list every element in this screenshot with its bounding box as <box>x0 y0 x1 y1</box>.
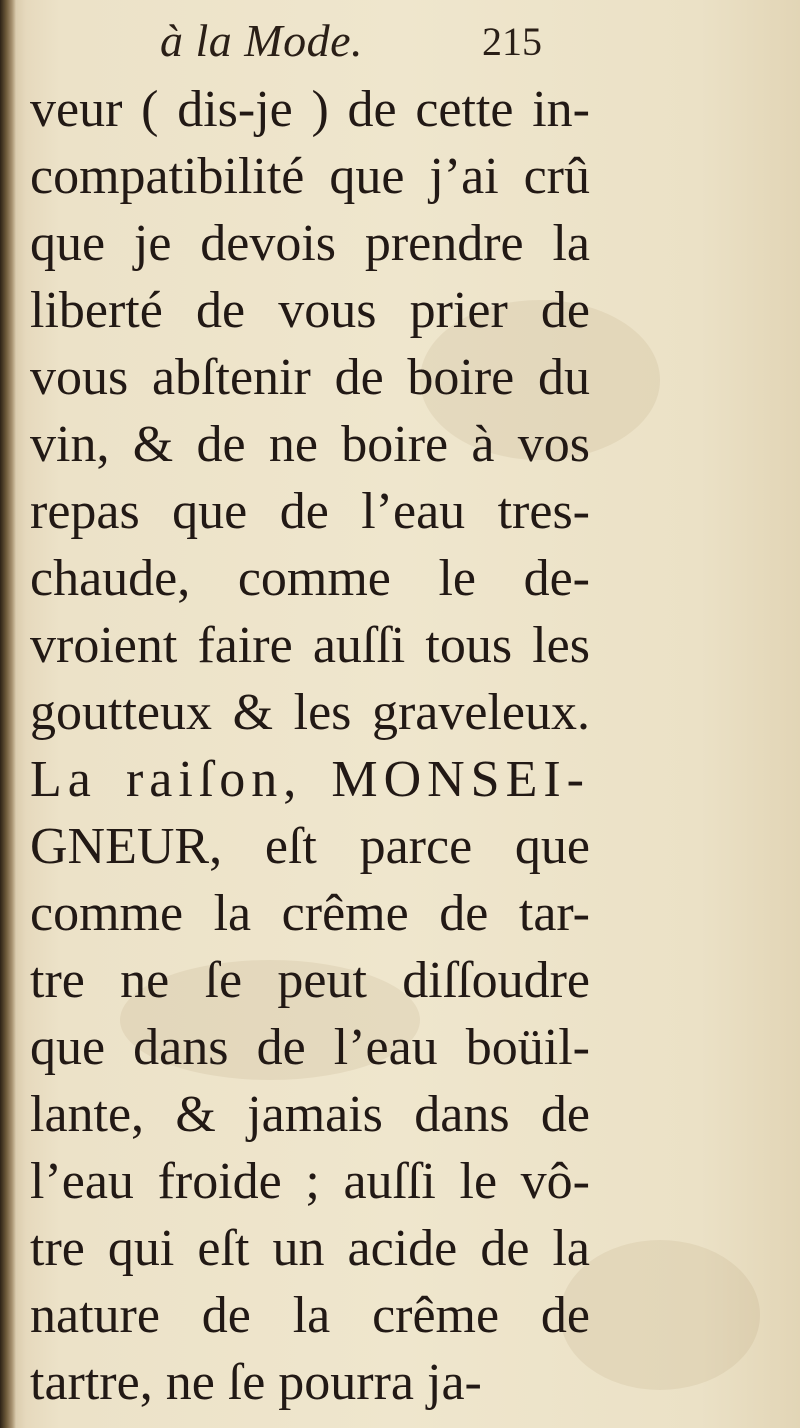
text-line: que dans de l’eau boüil- <box>30 1019 590 1076</box>
text-line: l’eau froide ; auſſi le vô- <box>30 1153 590 1210</box>
text-line: La raiſon, MONSEI- <box>30 751 590 808</box>
text-line: goutteux & les graveleux. <box>30 684 590 741</box>
body-text <box>30 76 590 1416</box>
running-title: à la Mode. <box>160 15 364 66</box>
text-line: liberté de vous prier de <box>30 282 590 339</box>
text-line: repas que de l’eau tres- <box>30 483 590 540</box>
text-line: tre ne ſe peut diſſoudre <box>30 952 590 1009</box>
paper-stain <box>560 1240 760 1390</box>
text-line: comme la crême de tar- <box>30 885 590 942</box>
page-header <box>0 14 800 74</box>
text-line: que je devois prendre la <box>30 215 590 272</box>
text-line: nature de la crême de <box>30 1287 590 1344</box>
text-line: vin, & de ne boire à vos <box>30 416 590 473</box>
page-number: 215 <box>482 19 542 64</box>
text-line: tartre, ne ſe pourra ja- <box>30 1354 482 1411</box>
binding-gutter <box>0 0 16 1428</box>
text-line: vous abſtenir de boire du <box>30 349 590 406</box>
text-line: GNEUR, eſt parce que <box>30 818 590 875</box>
text-line: tre qui eſt un acide de la <box>30 1220 590 1277</box>
text-line: vroient faire auſſi tous les <box>30 617 590 674</box>
text-line: chaude, comme le de- <box>30 550 590 607</box>
text-line: compatibilité que j’ai crû <box>30 148 590 205</box>
text-line: veur ( dis-je ) de cette in- <box>30 81 590 138</box>
text-line: lante, & jamais dans de <box>30 1086 590 1143</box>
